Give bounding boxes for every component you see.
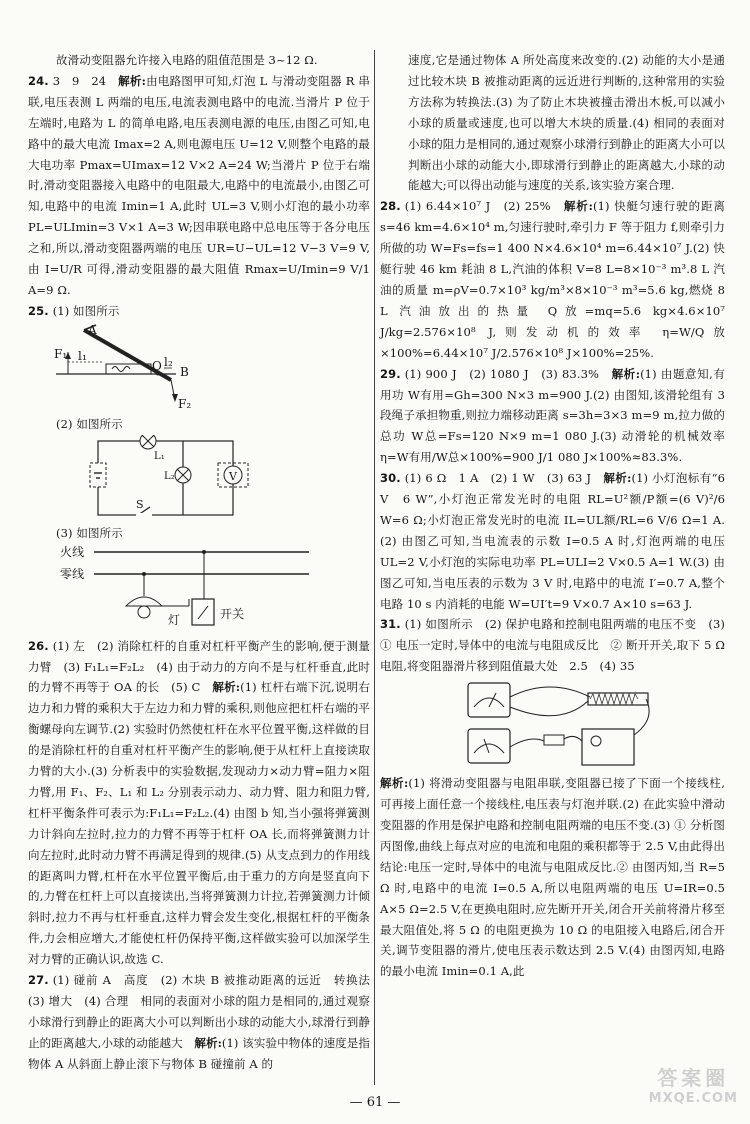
label-O: O (152, 358, 162, 373)
label-F1: F₁ (54, 346, 68, 361)
question-27 (28, 970, 382, 1075)
page-number: — 61 — (349, 1095, 401, 1110)
label-fire-wire: 火线 (60, 544, 85, 559)
question-28 (380, 196, 725, 363)
answer: (1) 碰前 A 高度 (2) 木块 B 被推动距离的远近 转换法 (3) 增大 (4) 合理 相同的表面对小球的阻力是相同的,通过观察小球滑行到静止的距离大小可以判断出小球的动能大小,球滑行到静止的距离越大,小球的动能越大 (28, 973, 382, 1050)
analysis-label: 解析: (212, 680, 241, 695)
experiment-apparatus-drawing (460, 677, 660, 773)
analysis-label: 解析: (603, 471, 632, 486)
part-3-label: (3) 如图所示 (56, 525, 123, 540)
question-25 (28, 301, 370, 322)
analysis-text: 由电路图甲可知,灯泡 L 与滑动变阻器 R 串联,电压表测 L 两端的电压,电流表测电路中的电流.当滑片 P 位于左端时,电路为 L 的简单电路,电压表测电源的电压,由图乙可知,电路中的最大电流 Imax=2 A,则电源电压 U=12 V,则整个电路的最大电功率 Pmax=UImax=12 V×2 A=24 W;当滑片 P 位于右端时,滑动变阻器接入电路中的电阻最大,电路中的电流最小,由图乙可知,电路中的电流 Imin=1 A,此时 UL=3 V,则小灯泡的最小功率 PL=ULImin=3 V×1 A=3 W;因串联电路中总电压等于各分电压之和,所以,滑动变阻器两端的电压 UR=U−UL=12 V−3 V=9 V,由 I=U/R 可得,滑动变阻器的最大阻值 Rmax=U/Imin=9 V/1 A=9 Ω. (28, 73, 371, 297)
label-neutral-wire: 零线 (60, 566, 85, 581)
label-l1: l₁ (78, 348, 87, 363)
answer: (1) 6 Ω 1 A (2) 1 W (3) 63 J (404, 471, 604, 486)
answer: (1) 左 (2) 消除杠杆的自重对杠杆平衡产生的影响,便于测量力臂 (3) F₁L₁=F₂L₂ (4) 由于动力的方向不是与杠杆垂直,此时的力臂不再等于 OA 的长 (5) C (28, 638, 370, 695)
left-column (28, 50, 382, 1075)
question-number: 25. (28, 303, 49, 318)
answer: (1) 如图所示 (2) 保护电路和控制电阻两端的电压不变 (3) ① 电压一定时,导体中的电流与电阻成反比 ② 断开开关,取下 5 Ω 电阻,将变阻器滑片移到阻值最大处 2.5 (4) 35 (380, 617, 725, 674)
answer: (1) 900 J (2) 1080 J (3) 83.3% (404, 366, 612, 381)
label-L2: L₂ (164, 470, 175, 482)
label-lamp: 灯 (168, 612, 181, 627)
analysis-label: 解析: (611, 366, 641, 381)
q23-tail: 故滑动变阻器允许接入电路的阻值范围是 3~12 Ω. (56, 53, 318, 67)
answer: 3 9 24 (52, 73, 119, 88)
question-number: 29. (380, 366, 401, 381)
analysis-text: (1) 小灯泡标有“6 V 6 W”,小灯泡正常发光时的电阻 RL=U²额/P额=(6 V)²/6 W=6 Ω;小灯泡正常发光时的电流 IL=UL额/RL=6 V/6 Ω=1 A.(2) 由图乙可知,当电流表的示数 I=0.5 A 时,灯泡两端的电压 UL=2 V,小灯泡的实际电功率 PL=ULI=2 V×0.5 A=1 W.(3) 由图乙可知,当电压表的示数为 3 V 时,电路中的电流 I′=0.7 A,整个电路 10 s 内消耗的电能 W=UI′t=9 V×0.7 A×10 s=63 J. (380, 471, 725, 611)
label-A: A (88, 322, 97, 337)
analysis-label: 解析: (380, 776, 409, 791)
label-S: S (136, 497, 144, 511)
label-l2: l₂ (164, 354, 173, 369)
answer: (1) 6.44×10⁷ J (2) 25% (404, 199, 564, 214)
label-V: V (229, 469, 238, 483)
question-31-analysis (380, 773, 725, 982)
watermark-line-1: 答案圈 (657, 1066, 730, 1090)
analysis-label: 解析: (118, 73, 146, 88)
watermark-line-2: MXQE.COM (648, 1091, 738, 1106)
q27-continued: 速度,它是通过物体 A 所处高度来改变的.(2) 动能的大小是通过比较木块 B 被推动距离的远近进行判断的,这种常用的实验方法称为转换法.(3) 为了防止木块被撞击滑出木板,可以减小小球的质量或速度,也可以增大木块的质量.(4) 相同的表面对小球的阻力是相同的,通过观察小球滑行到静止的距离大小可以判断出小球的动能大小,即球滑行到静止的距离越大,小球的动能越大;可以得出动能与速度的关系,该实验方案合理. (408, 53, 725, 193)
analysis-label: 解析: (563, 199, 593, 214)
question-number: 31. (380, 617, 401, 632)
analysis-text: (1) 快艇匀速行驶的距离 s=46 km=4.6×10⁴ m,匀速行驶时,牵引力 F 等于阻力 f,则牵引力所做的功 W=Fs=fs=1 400 N×4.6×10⁴ m=6.44×10⁷ J.(2) 快艇行驶 46 km 耗油 8 L,汽油的体积 V=8 L=8×10⁻³ m³.8 L 汽油的质量 m=ρV=0.7×10³ kg/m³×8×10⁻³ m³=5.6 kg,燃烧 8 L 汽油放出的热量 Q放=mq=5.6 kg×4.6×10⁷ J/kg=2.576×10⁸ J,则发动机的效率 η=W/Q放×100%=6.44×10⁷ J/2.576×10⁸ J×100%=25%. (380, 199, 725, 360)
label-F2: F₂ (178, 396, 192, 411)
question-31 (380, 614, 725, 677)
part-1-label: (1) 如图所示 (52, 303, 120, 318)
column-divider (374, 50, 375, 1085)
wiring-figure (60, 544, 314, 636)
circuit-figure (88, 435, 258, 523)
question-29 (380, 364, 725, 469)
question-24 (28, 71, 370, 301)
lever-figure (56, 322, 206, 414)
label-switch: 开关 (220, 606, 245, 621)
question-number: 26. (28, 638, 49, 653)
analysis-text: (1) 由题意知,有用功 W有用=Gh=300 N×3 m=900 J.(2) 由图知,该滑轮组有 3 段绳子承担物重,则拉力端移动距离 s=3h=3×3 m=9 m,拉力做的总功 W总=Fs=120 N×9 m=1 080 J.(3) 动滑轮的机械效率 η=W有用/W总×100%=900 J/1 080 J×100%≈83.3%. (380, 366, 726, 465)
question-number: 28. (380, 199, 401, 214)
analysis-label: 解析: (194, 1035, 222, 1050)
label-L1: L₁ (154, 450, 165, 462)
right-column (380, 50, 725, 982)
question-number: 24. (28, 73, 49, 88)
question-30 (380, 468, 725, 614)
watermark-logo (649, 1062, 738, 1106)
experiment-figure (460, 677, 660, 773)
analysis-text: (1) 杠杆右端下沉,说明右边力和力臂的乘积大于左边力和力臂的乘积,则他应把杠杆右端的平衡螺母向左调节.(2) 实验时仍然使杠杆在水平位置平衡,这样做的目的是消除杠杆的自重对杠杆平衡产生的影响,便于从杠杆上直接读取力臂的大小.(3) 分析表中的实验数据,发现动力×动力臂=阻力×阻力臂,用 F₁、F₂、L₁ 和 L₂ 分别表示动力、动力臂、阻力和阻力臂,杠杆平衡条件可表示为:F₁L₁=F₂L₂.(4) 由图 b 知,当小强将弹簧测力计斜向左拉时,拉力的力臂不再等于杠杆 OA 长,而将弹簧测力计向左拉时,此时动力臂不再满足得到的规律.(5) 从支点到力的作用线的距离叫力臂,杠杆在水平位置平衡后,由于重力的方向是竖直向下的,力臂在杠杆上可以直接读出,当将弹簧测力计拉,若弹簧测力计倾斜时,拉力不再与杠杆垂直,这样力臂会发生变化,根据杠杆的平衡条件,力会相应增大,才能使杠杆仍保持平衡,这样做实验可以加深学生对力臂的正确认识,故选 C. (28, 680, 371, 967)
question-number: 30. (380, 471, 401, 486)
wiring-diagram (64, 544, 314, 636)
analysis-text: (1) 该实验中物体的速度是指物体 A 从斜面上静止滚下与物体 B 碰撞前 A 的 (28, 1035, 371, 1071)
part-2-label: (2) 如图所示 (56, 416, 123, 431)
analysis-text: (1) 将滑动变阻器与电阻串联,变阻器已接了下面一个接线柱,可再接上面任意一个接线柱,电压表与灯泡并联.(2) 在此实验中滑动变阻器的作用是保护电路和控制电阻两端的电压不变.(3) ① 分析图丙图像,曲线上每点对应的电流和电阻的乘积都等于 2.5 V,由此得出结论:电压一定时,导体中的电流与电阻成反比.② 由图丙知,当 R=5 Ω 时,电路中的电流 I=0.5 A,所以电阻两端的电压 U=IR=0.5 A×5 Ω=2.5 V,在更换电阻时,应先断开开关,闭合开关前将滑片移至最大阻值处,将 5 Ω 的电阻更换为 10 Ω 的电阻接入电路后,闭合开关,调节变阻器的滑片,使电压表示数达到 2.5 V.(4) 由图丙知,电路的最小电流 Imin=0.1 A,此 (380, 776, 726, 979)
question-number: 27. (28, 973, 49, 988)
label-B: B (180, 364, 189, 379)
question-26 (28, 636, 370, 971)
